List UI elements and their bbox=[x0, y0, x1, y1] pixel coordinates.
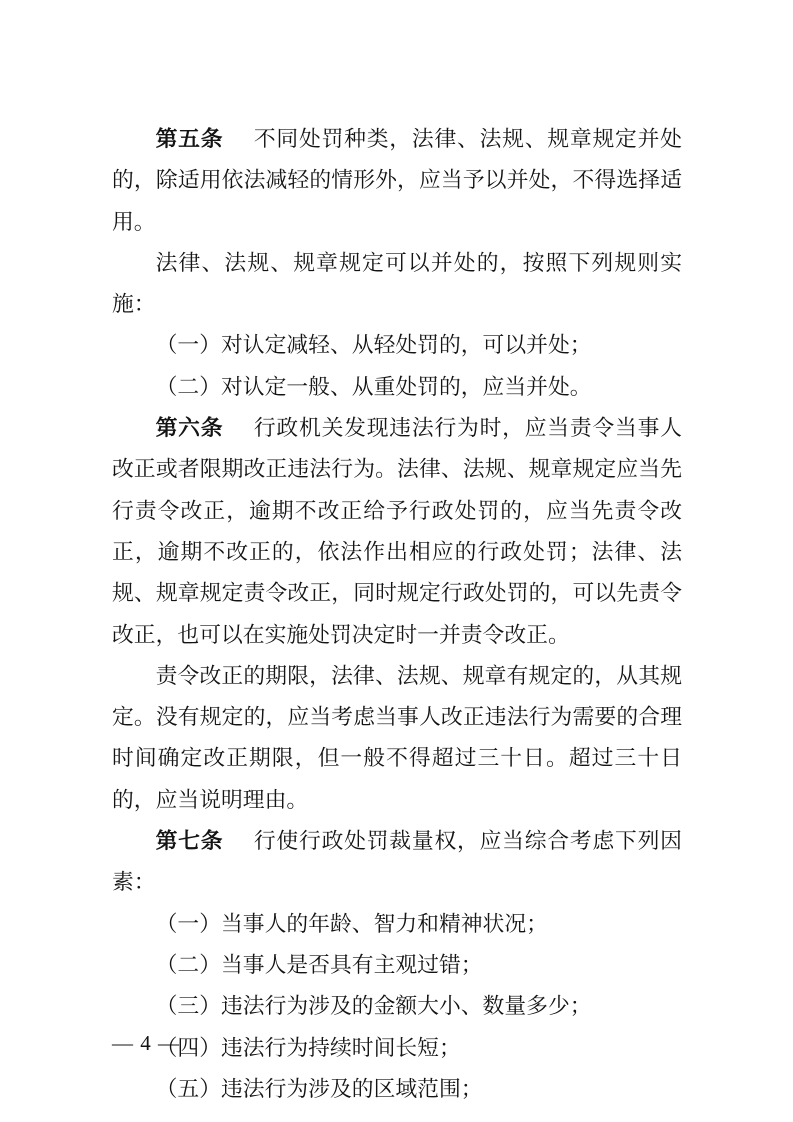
paragraph bbox=[112, 243, 682, 326]
paragraph-article-7 bbox=[112, 821, 682, 904]
list-item-3 bbox=[112, 986, 682, 1027]
list-item-4 bbox=[112, 1028, 682, 1069]
paragraph-text: 不同处罚种类，法律、法规、规章规定并处的，除适用依法减轻的情形外，应当予以并处，不得选择适用。 bbox=[112, 127, 682, 234]
list-item-1 bbox=[112, 904, 682, 945]
paragraph-article-5 bbox=[112, 119, 682, 243]
paragraph-text: 法律、法规、规章规定可以并处的，按照下列规则实施： bbox=[112, 250, 682, 317]
paragraph-text: 行使行政处罚裁量权，应当综合考虑下列因素： bbox=[112, 829, 682, 895]
article-number-label: 第七条 bbox=[155, 829, 224, 854]
paragraph-text: （二）对认定一般、从重处罚的，应当并处。 bbox=[155, 374, 592, 399]
article-number-label: 第五条 bbox=[155, 127, 224, 151]
list-item-2 bbox=[112, 945, 682, 986]
paragraph-text: （五）违法行为涉及的区域范围； bbox=[155, 1076, 483, 1101]
paragraph-text: 责令改正的期限，法律、法规、规章有规定的，从其规定。没有规定的，应当考虑当事人改正违法行为需要的合理时间确定改正期限，但一般不得超过三十日。超过三十日的，应当说明理由。 bbox=[112, 663, 682, 812]
paragraph-text: 行政机关发现违法行为时，应当责令当事人改正或者限期改正违法行为。法律、法规、规章规定应当先行责令改正，逾期不改正给予行政处罚的，应当先责令改正，逾期不改正的，依法作出相应的行政处罚；法律、法规、规章规定责令改正，同时规定行政处罚的，可以先责令改正，也可以在实施处罚决定时一并责令改正。 bbox=[112, 416, 682, 647]
paragraph-article-6 bbox=[112, 408, 682, 656]
list-item-5 bbox=[112, 1069, 682, 1110]
paragraph-text: （一）当事人的年龄、智力和精神状况； bbox=[155, 911, 548, 936]
list-item-2 bbox=[112, 367, 682, 408]
document-body bbox=[112, 119, 682, 1110]
paragraph-text: （四）违法行为持续时间长短； bbox=[155, 1035, 461, 1060]
paragraph bbox=[112, 656, 682, 821]
paragraph-text: （二）当事人是否具有主观过错； bbox=[155, 952, 483, 977]
list-item-1 bbox=[112, 325, 682, 366]
paragraph-text: （一）对认定减轻、从轻处罚的，可以并处； bbox=[155, 333, 592, 358]
page-number: — 4 — bbox=[112, 1031, 180, 1055]
paragraph-text: （三）违法行为涉及的金额大小、数量多少； bbox=[155, 994, 592, 1019]
article-number-label: 第六条 bbox=[155, 416, 224, 441]
